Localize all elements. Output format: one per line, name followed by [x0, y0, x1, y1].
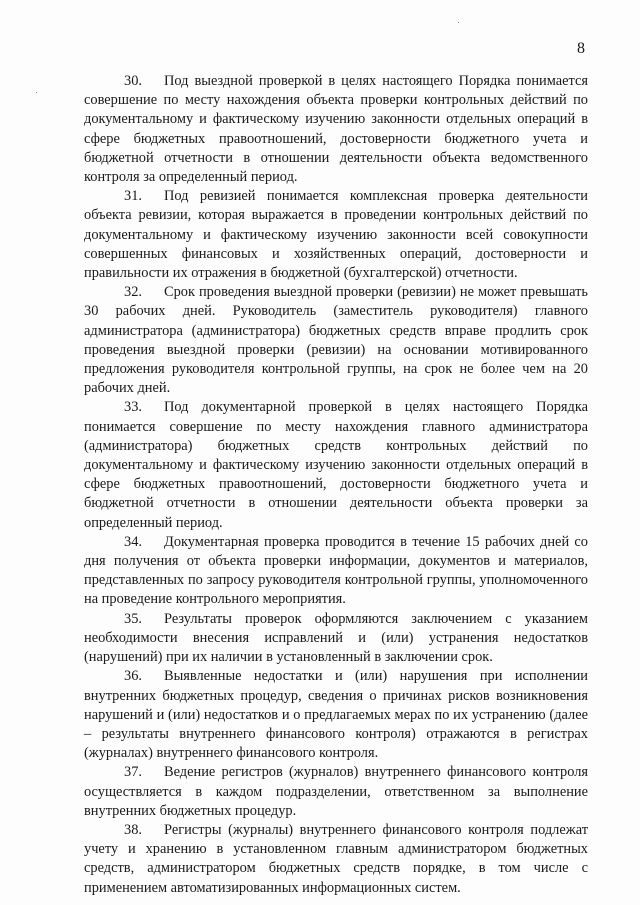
- paragraph-number: 37.: [124, 764, 142, 781]
- page-number: 8: [577, 40, 585, 57]
- paragraph-number: 38.: [124, 821, 142, 838]
- paragraph-text: Ведение регистров (журналов) внутреннего финансового контроля осуществляется в каждом подразделении, ответственном за выполнение внутренних бюджетных процедур.: [84, 764, 588, 819]
- paragraph-number: 33.: [124, 399, 142, 416]
- document-body: [84, 72, 588, 898]
- paragraph-number: 31.: [124, 188, 142, 205]
- paragraph-text: Под выездной проверкой в целях настоящего Порядка понимается совершение по месту нахождения объекта проверки контрольных действий по документальному и фактическому изучению законности отдельных операций в сфере бюджетных правоотношений, достоверности бюджетного учета и бюджетной отчетности в отношении деятельности объекта ведомственного контроля за определенный период.: [84, 73, 588, 186]
- paragraph-34: [84, 533, 588, 610]
- paragraph-31: [84, 187, 588, 283]
- paragraph-32: [84, 283, 588, 398]
- paragraph-38: [84, 821, 588, 898]
- paragraph-text: Регистры (журналы) внутреннего финансового контроля подлежат учету и хранению в установленном главным администратором бюджетных средств, администратором бюджетных средств порядке, в том числе с применением автоматизированных информационных систем.: [84, 821, 588, 896]
- paragraph-number: 30.: [124, 73, 142, 89]
- paragraph-text: Результаты проверок оформляются заключением с указанием необходимости внесения исправлений и (или) устранения недостатков (нарушений) при их наличии в установленный в заключении срок.: [84, 610, 588, 666]
- scan-artifact: [36, 92, 37, 93]
- paragraph-text: Под документарной проверкой в целях настоящего Порядка понимается совершение по месту нахождения главного администратора (администратора) бюджетных средств контрольных действий по документальному и фактическому изучению законности отдельных операций в сфере бюджетных правоотношений, достоверности бюджетного учета и бюджетной отчетности в отношении деятельности объекта проверки за определенный период.: [84, 399, 588, 531]
- paragraph-30: [84, 72, 588, 187]
- paragraph-35: [84, 610, 588, 668]
- scan-artifact: [458, 22, 459, 23]
- paragraph-text: Документарная проверка проводится в течение 15 рабочих дней со дня получения от объекта проверки информации, документов и материалов, представленных по запросу руководителя контрольной группы, уполномоченного на проведение контрольного мероприятия.: [84, 533, 588, 608]
- paragraph-number: 36.: [124, 668, 142, 685]
- paragraph-number: 35.: [124, 610, 142, 627]
- paragraph-number: 32.: [124, 284, 142, 301]
- paragraph-37: [84, 763, 588, 821]
- paragraph-text: Под ревизией понимается комплексная проверка деятельности объекта ревизии, которая выражается в проведении контрольных действий по документальному и фактическому изучению законности всей совокупности совершенных финансовых и хозяйственных операций, достоверности и правильности их отражения в бюджетной (бухгалтерской) отчетности.: [84, 188, 588, 282]
- paragraph-text: Выявленные недостатки и (или) нарушения при исполнении внутренних бюджетных процедур, сведения о причинах рисков возникновения нарушений и (или) недостатков и о предлагаемых мерах по их устранению (далее – результаты внутреннего финансового контроля) отражаются в регистрах (журналах) внутреннего финансового контроля.: [84, 668, 588, 762]
- paragraph-number: 34.: [124, 533, 142, 550]
- paragraph-33: [84, 398, 588, 532]
- paragraph-36: [84, 667, 588, 763]
- paragraph-text: Срок проведения выездной проверки (ревизии) не может превышать 30 рабочих дней. Руководитель (заместитель руководителя) главного администратора (администратора) бюджетных средств вправе продлить срок проведения выездной проверки (ревизии) на основании мотивированного предложения руководителя контрольной группы, на срок не более чем на 20 рабочих дней.: [84, 284, 588, 397]
